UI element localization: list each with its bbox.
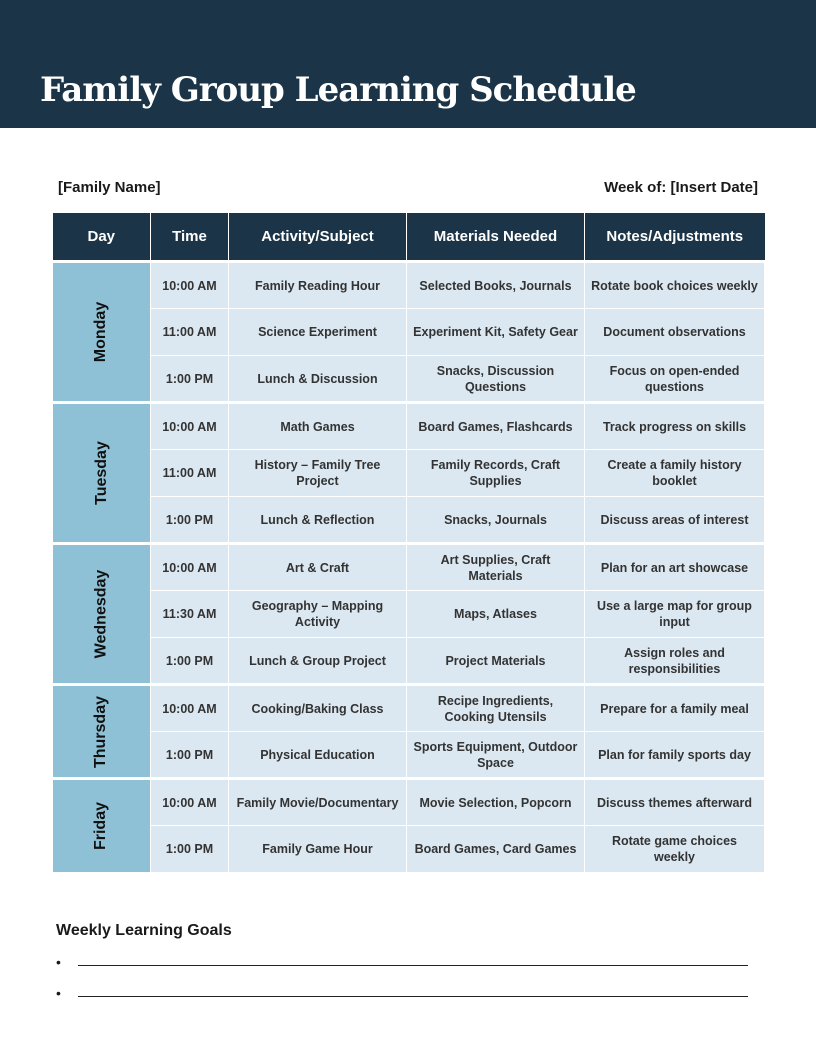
table-row [53, 450, 765, 497]
time-cell: 1:00 PM [151, 826, 229, 873]
notes-cell: Assign roles and responsibilities [585, 638, 765, 685]
materials-cell: Selected Books, Journals [407, 262, 585, 309]
notes-cell: Focus on open-ended questions [585, 356, 765, 403]
time-cell: 11:00 AM [151, 309, 229, 356]
materials-cell: Snacks, Discussion Questions [407, 356, 585, 403]
time-cell: 10:00 AM [151, 262, 229, 309]
activity-cell: Art & Craft [229, 544, 407, 591]
table-row [53, 685, 765, 732]
activity-cell: Family Reading Hour [229, 262, 407, 309]
notes-cell: Rotate game choices weekly [585, 826, 765, 873]
notes-cell: Plan for an art showcase [585, 544, 765, 591]
goal-blank-line[interactable] [78, 965, 748, 966]
table-row [53, 403, 765, 450]
goal-line-2[interactable] [56, 983, 748, 1003]
activity-cell: Lunch & Discussion [229, 356, 407, 403]
bullet-icon: • [56, 954, 61, 970]
schedule-body [53, 262, 765, 873]
activity-cell: Physical Education [229, 732, 407, 779]
column-header-notes: Notes/Adjustments [585, 213, 765, 262]
notes-cell: Plan for family sports day [585, 732, 765, 779]
materials-cell: Board Games, Flashcards [407, 403, 585, 450]
activity-cell: Family Movie/Documentary [229, 779, 407, 826]
table-row [53, 826, 765, 873]
table-row [53, 732, 765, 779]
notes-cell: Document observations [585, 309, 765, 356]
column-header-day: Day [53, 213, 151, 262]
day-label: Monday [92, 301, 110, 363]
time-cell: 10:00 AM [151, 685, 229, 732]
day-label: Thursday [92, 695, 110, 768]
table-row [53, 591, 765, 638]
column-header-activity: Activity/Subject [229, 213, 407, 262]
notes-cell: Create a family history booklet [585, 450, 765, 497]
table-row [53, 497, 765, 544]
table-row [53, 544, 765, 591]
time-cell: 1:00 PM [151, 356, 229, 403]
table-row [53, 309, 765, 356]
day-label: Wednesday [92, 569, 110, 659]
activity-cell: Family Game Hour [229, 826, 407, 873]
notes-cell: Discuss themes afterward [585, 779, 765, 826]
weekly-goals-title: Weekly Learning Goals [56, 922, 232, 939]
time-cell: 10:00 AM [151, 779, 229, 826]
notes-cell: Rotate book choices weekly [585, 262, 765, 309]
materials-cell: Recipe Ingredients, Cooking Utensils [407, 685, 585, 732]
materials-cell: Sports Equipment, Outdoor Space [407, 732, 585, 779]
materials-cell: Maps, Atlases [407, 591, 585, 638]
activity-cell: Math Games [229, 403, 407, 450]
table-row [53, 638, 765, 685]
day-cell [53, 685, 151, 779]
time-cell: 1:00 PM [151, 732, 229, 779]
activity-cell: Lunch & Reflection [229, 497, 407, 544]
bullet-icon: • [56, 985, 61, 1001]
materials-cell: Movie Selection, Popcorn [407, 779, 585, 826]
schedule-table [52, 213, 765, 873]
time-cell: 1:00 PM [151, 638, 229, 685]
day-label: Friday [92, 801, 110, 851]
week-of-field[interactable]: Week of: [Insert Date] [604, 179, 758, 196]
table-header-row [53, 213, 765, 262]
table-row [53, 779, 765, 826]
activity-cell: Science Experiment [229, 309, 407, 356]
notes-cell: Prepare for a family meal [585, 685, 765, 732]
day-cell [53, 779, 151, 873]
activity-cell: History – Family Tree Project [229, 450, 407, 497]
day-label: Tuesday [92, 441, 110, 505]
goal-line-1[interactable] [56, 952, 748, 972]
notes-cell: Use a large map for group input [585, 591, 765, 638]
notes-cell: Track progress on skills [585, 403, 765, 450]
day-cell [53, 544, 151, 685]
materials-cell: Project Materials [407, 638, 585, 685]
title-banner [0, 0, 816, 128]
materials-cell: Experiment Kit, Safety Gear [407, 309, 585, 356]
time-cell: 11:30 AM [151, 591, 229, 638]
column-header-time: Time [151, 213, 229, 262]
activity-cell: Cooking/Baking Class [229, 685, 407, 732]
table-row [53, 356, 765, 403]
day-cell [53, 262, 151, 403]
time-cell: 1:00 PM [151, 497, 229, 544]
materials-cell: Snacks, Journals [407, 497, 585, 544]
family-name-field[interactable]: [Family Name] [58, 179, 161, 196]
materials-cell: Board Games, Card Games [407, 826, 585, 873]
activity-cell: Lunch & Group Project [229, 638, 407, 685]
materials-cell: Art Supplies, Craft Materials [407, 544, 585, 591]
materials-cell: Family Records, Craft Supplies [407, 450, 585, 497]
activity-cell: Geography – Mapping Activity [229, 591, 407, 638]
time-cell: 10:00 AM [151, 403, 229, 450]
notes-cell: Discuss areas of interest [585, 497, 765, 544]
table-row [53, 262, 765, 309]
time-cell: 10:00 AM [151, 544, 229, 591]
goal-blank-line[interactable] [78, 996, 748, 997]
column-header-materials: Materials Needed [407, 213, 585, 262]
day-cell [53, 403, 151, 544]
page-title: Family Group Learning Schedule [40, 70, 636, 110]
time-cell: 11:00 AM [151, 450, 229, 497]
